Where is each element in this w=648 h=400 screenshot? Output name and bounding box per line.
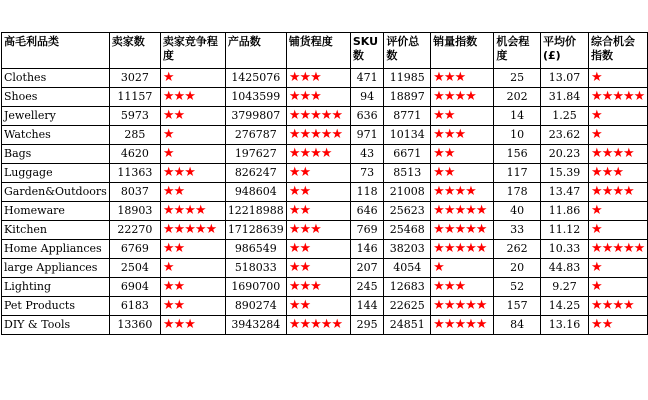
cell-sales-stars: ★★★ (431, 126, 494, 145)
cell-category: Homeware (2, 202, 110, 221)
cell-reviews: 22625 (384, 297, 431, 316)
cell-sellers: 22270 (109, 221, 160, 240)
cell-reviews: 21008 (384, 183, 431, 202)
cell-products: 276787 (225, 126, 286, 145)
header-opportunity: 机会程度 (494, 33, 541, 69)
cell-opportunity: 25 (494, 69, 541, 88)
cell-opportunity: 178 (494, 183, 541, 202)
cell-listing-stars: ★★★★★ (286, 316, 350, 335)
header-products: 产品数 (225, 33, 286, 69)
cell-overall-stars: ★ (589, 202, 648, 221)
cell-avg-price: 11.86 (540, 202, 588, 221)
header-category: 高毛利品类 (2, 33, 110, 69)
cell-sku: 43 (350, 145, 383, 164)
cell-sellers: 4620 (109, 145, 160, 164)
cell-sales-stars: ★★★★★ (431, 221, 494, 240)
cell-overall-stars: ★ (589, 221, 648, 240)
cell-sellers: 5973 (109, 107, 160, 126)
table-row (2, 221, 648, 240)
cell-reviews: 8771 (384, 107, 431, 126)
cell-reviews: 4054 (384, 259, 431, 278)
cell-reviews: 10134 (384, 126, 431, 145)
table-row (2, 202, 648, 221)
cell-category: large Appliances (2, 259, 110, 278)
cell-overall-stars: ★★★★ (589, 145, 648, 164)
cell-listing-stars: ★★★★★ (286, 107, 350, 126)
header-sellers: 卖家数 (109, 33, 160, 69)
cell-reviews: 38203 (384, 240, 431, 259)
cell-seller-competition-stars: ★★ (160, 278, 225, 297)
cell-listing-stars: ★★ (286, 183, 350, 202)
cell-overall-stars: ★ (589, 69, 648, 88)
cell-opportunity: 20 (494, 259, 541, 278)
cell-products: 197627 (225, 145, 286, 164)
cell-category: Garden&Outdoors (2, 183, 110, 202)
cell-listing-stars: ★★ (286, 259, 350, 278)
cell-sellers: 6183 (109, 297, 160, 316)
cell-sales-stars: ★★ (431, 107, 494, 126)
table-row (2, 145, 648, 164)
cell-overall-stars: ★★★★ (589, 183, 648, 202)
cell-sellers: 18903 (109, 202, 160, 221)
cell-opportunity: 33 (494, 221, 541, 240)
header-seller-competition: 卖家竞争程度 (160, 33, 225, 69)
cell-category: Clothes (2, 69, 110, 88)
cell-overall-stars: ★★★ (589, 164, 648, 183)
cell-category: Watches (2, 126, 110, 145)
cell-sku: 73 (350, 164, 383, 183)
table-row (2, 69, 648, 88)
cell-sales-stars: ★★★ (431, 278, 494, 297)
cell-seller-competition-stars: ★ (160, 145, 225, 164)
cell-sellers: 2504 (109, 259, 160, 278)
cell-products: 518033 (225, 259, 286, 278)
header-reviews: 评价总数 (384, 33, 431, 69)
cell-avg-price: 44.83 (540, 259, 588, 278)
cell-sellers: 285 (109, 126, 160, 145)
cell-category: Pet Products (2, 297, 110, 316)
table-row (2, 297, 648, 316)
cell-seller-competition-stars: ★★★ (160, 88, 225, 107)
cell-sku: 245 (350, 278, 383, 297)
table-body (2, 69, 648, 335)
cell-sales-stars: ★★★ (431, 69, 494, 88)
table-row (2, 316, 648, 335)
cell-sales-stars: ★★★★★ (431, 202, 494, 221)
table-row (2, 240, 648, 259)
cell-sku: 636 (350, 107, 383, 126)
cell-seller-competition-stars: ★★ (160, 297, 225, 316)
cell-sellers: 11363 (109, 164, 160, 183)
category-table (1, 32, 648, 335)
cell-products: 948604 (225, 183, 286, 202)
cell-seller-competition-stars: ★★★★ (160, 202, 225, 221)
cell-reviews: 24851 (384, 316, 431, 335)
cell-opportunity: 52 (494, 278, 541, 297)
cell-sales-stars: ★★ (431, 164, 494, 183)
table-row (2, 278, 648, 297)
cell-products: 826247 (225, 164, 286, 183)
cell-avg-price: 14.25 (540, 297, 588, 316)
cell-seller-competition-stars: ★★★ (160, 316, 225, 335)
cell-avg-price: 13.07 (540, 69, 588, 88)
cell-avg-price: 13.47 (540, 183, 588, 202)
cell-opportunity: 14 (494, 107, 541, 126)
table-row (2, 88, 648, 107)
cell-opportunity: 202 (494, 88, 541, 107)
cell-avg-price: 11.12 (540, 221, 588, 240)
header-row (2, 33, 648, 69)
cell-sales-stars: ★★★★ (431, 88, 494, 107)
cell-avg-price: 1.25 (540, 107, 588, 126)
cell-overall-stars: ★ (589, 259, 648, 278)
cell-listing-stars: ★★ (286, 240, 350, 259)
cell-overall-stars: ★★ (589, 316, 648, 335)
cell-opportunity: 262 (494, 240, 541, 259)
cell-sku: 471 (350, 69, 383, 88)
cell-sales-stars: ★★★★★ (431, 240, 494, 259)
cell-reviews: 18897 (384, 88, 431, 107)
cell-overall-stars: ★★★★ (589, 297, 648, 316)
cell-sku: 146 (350, 240, 383, 259)
cell-sku: 118 (350, 183, 383, 202)
cell-opportunity: 117 (494, 164, 541, 183)
cell-products: 1425076 (225, 69, 286, 88)
cell-sku: 207 (350, 259, 383, 278)
cell-sales-stars: ★★★★★ (431, 316, 494, 335)
cell-listing-stars: ★★ (286, 202, 350, 221)
table-row (2, 259, 648, 278)
cell-category: DIY & Tools (2, 316, 110, 335)
cell-category: Kitchen (2, 221, 110, 240)
cell-products: 1690700 (225, 278, 286, 297)
cell-listing-stars: ★★★★ (286, 145, 350, 164)
cell-seller-competition-stars: ★★ (160, 183, 225, 202)
cell-listing-stars: ★★ (286, 164, 350, 183)
cell-seller-competition-stars: ★★ (160, 107, 225, 126)
cell-listing-stars: ★★★ (286, 69, 350, 88)
cell-products: 890274 (225, 297, 286, 316)
cell-products: 12218988 (225, 202, 286, 221)
cell-opportunity: 84 (494, 316, 541, 335)
cell-sku: 144 (350, 297, 383, 316)
cell-seller-competition-stars: ★ (160, 126, 225, 145)
cell-sales-stars: ★★ (431, 145, 494, 164)
cell-seller-competition-stars: ★★★★★ (160, 221, 225, 240)
cell-opportunity: 156 (494, 145, 541, 164)
cell-overall-stars: ★ (589, 107, 648, 126)
cell-seller-competition-stars: ★★ (160, 240, 225, 259)
cell-avg-price: 23.62 (540, 126, 588, 145)
header-avg-price: 平均价(£) (540, 33, 588, 69)
cell-opportunity: 40 (494, 202, 541, 221)
cell-sku: 971 (350, 126, 383, 145)
cell-sellers: 3027 (109, 69, 160, 88)
header-sku: SKU数 (350, 33, 383, 69)
cell-sellers: 8037 (109, 183, 160, 202)
cell-reviews: 12683 (384, 278, 431, 297)
cell-seller-competition-stars: ★ (160, 259, 225, 278)
table-row (2, 164, 648, 183)
cell-listing-stars: ★★ (286, 297, 350, 316)
cell-listing-stars: ★★★ (286, 221, 350, 240)
cell-category: Lighting (2, 278, 110, 297)
cell-listing-stars: ★★★★★ (286, 126, 350, 145)
cell-category: Shoes (2, 88, 110, 107)
header-overall-index: 综合机会指数 (589, 33, 648, 69)
cell-products: 986549 (225, 240, 286, 259)
cell-sku: 295 (350, 316, 383, 335)
cell-overall-stars: ★★★★★ (589, 240, 648, 259)
cell-products: 17128639 (225, 221, 286, 240)
cell-seller-competition-stars: ★ (160, 69, 225, 88)
cell-listing-stars: ★★★ (286, 278, 350, 297)
cell-reviews: 25468 (384, 221, 431, 240)
cell-avg-price: 31.84 (540, 88, 588, 107)
cell-sku: 769 (350, 221, 383, 240)
cell-avg-price: 15.39 (540, 164, 588, 183)
cell-products: 3943284 (225, 316, 286, 335)
cell-products: 1043599 (225, 88, 286, 107)
cell-category: Home Appliances (2, 240, 110, 259)
cell-sellers: 6769 (109, 240, 160, 259)
table-row (2, 107, 648, 126)
cell-overall-stars: ★ (589, 278, 648, 297)
cell-sales-stars: ★★★★★ (431, 297, 494, 316)
cell-avg-price: 9.27 (540, 278, 588, 297)
cell-sales-stars: ★ (431, 259, 494, 278)
cell-opportunity: 10 (494, 126, 541, 145)
cell-avg-price: 10.33 (540, 240, 588, 259)
table-row (2, 183, 648, 202)
header-sales-index: 销量指数 (431, 33, 494, 69)
cell-overall-stars: ★ (589, 126, 648, 145)
cell-sales-stars: ★★★★ (431, 183, 494, 202)
cell-category: Jewellery (2, 107, 110, 126)
cell-category: Luggage (2, 164, 110, 183)
cell-listing-stars: ★★★ (286, 88, 350, 107)
cell-avg-price: 20.23 (540, 145, 588, 164)
cell-sellers: 6904 (109, 278, 160, 297)
cell-sku: 646 (350, 202, 383, 221)
cell-seller-competition-stars: ★★★ (160, 164, 225, 183)
cell-opportunity: 157 (494, 297, 541, 316)
cell-reviews: 6671 (384, 145, 431, 164)
cell-sellers: 11157 (109, 88, 160, 107)
cell-category: Bags (2, 145, 110, 164)
cell-products: 3799807 (225, 107, 286, 126)
cell-avg-price: 13.16 (540, 316, 588, 335)
cell-reviews: 25623 (384, 202, 431, 221)
cell-sellers: 13360 (109, 316, 160, 335)
cell-reviews: 8513 (384, 164, 431, 183)
header-listing-level: 铺货程度 (286, 33, 350, 69)
cell-reviews: 11985 (384, 69, 431, 88)
cell-sku: 94 (350, 88, 383, 107)
cell-overall-stars: ★★★★★ (589, 88, 648, 107)
table-row (2, 126, 648, 145)
